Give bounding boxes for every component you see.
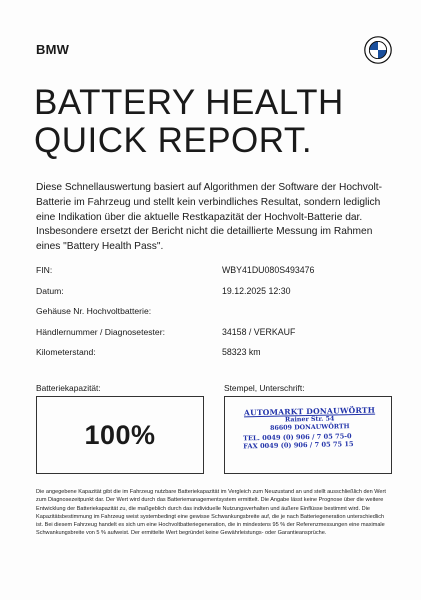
battery-capacity-value: 100% [84, 419, 156, 450]
date-value: 19.12.2025 12:30 [222, 285, 291, 296]
mileage-label: Kilometerstand: [36, 347, 96, 357]
battery-capacity-label: Batteriekapazität: [36, 383, 101, 393]
intro-paragraph: Diese Schnellauswertung basiert auf Algorithmen der Software der Hochvolt-Batterie im Fahrzeug und stellt kein verbindliches Resultat, sondern lediglich eine Indikation über die aktuelle Restkapazität der Hochvolt-Batterie dar. Insbesondere ersetzt der Bericht nicht die detaillierte Messung im Rahmen eines "Battery Health Pass". [36, 182, 382, 253]
report-title-line1: BATTERY HEALTH [34, 83, 344, 122]
fin-label: FIN: [36, 265, 53, 275]
battery-capacity-box [36, 396, 204, 474]
fin-value: WBY41DU080S493476 [222, 265, 315, 275]
disclaimer-footnote: Die angegebene Kapazität gibt die im Fahrzeug nutzbare Batteriekapazität im Vergleich zum Neuzustand an und stellt ausschließlich den Wert zum Diagnosezeitpunkt dar. Der Wert wird durch das Batteriemanagementsystem ermittelt. Die Angabe lässt keine Prognose über die weitere Entwicklung der Batteriekapazität zu, die maßgeblich durch das individuelle Nutzungsverhalten und äußere Einflüsse bestimmt wird. Die Kapazitätsbestimmung im Fahrzeug weist systembedingt eine gewisse Schwankungsbreite auf, die je nach Batteriegeneration unterschiedlich ist. Bei diesem Fahrzeug handelt es sich um eine Hochvoltbatteriegeneration, die in mindestens 95 % der Referenzmessungen eine maximale Schwankungsbreite von 5 % aufweist. Der ermittelte Wert begründet keine Gewährleistungs- oder Garantieansprüche. [36, 489, 386, 537]
dealer-stamp [238, 406, 381, 465]
stamp-line-fax: FAX 0049 (0) 906 / 7 05 75 15 [243, 440, 354, 451]
report-title [34, 84, 394, 160]
stamp-box [224, 396, 392, 474]
dealer-value: 34158 / VERKAUF [222, 326, 296, 337]
report-title-line2: QUICK REPORT. [34, 121, 313, 160]
vehicle-info-table [36, 265, 391, 368]
stamp-line-city: 86609 DONAUWÖRTH [270, 423, 350, 433]
field-row-mileage [36, 347, 391, 368]
dealer-label: Händlernummer / Diagnosetester: [36, 326, 165, 337]
battery-housing-label: Gehäuse Nr. Hochvoltbatterie: [36, 306, 152, 316]
field-row-dealer [36, 327, 391, 348]
stamp-line-street: Rainer Str. 54 [284, 415, 335, 424]
mileage-value: 58323 km [222, 347, 261, 357]
field-row-battery-housing [36, 306, 391, 327]
stamp-signature-label: Stempel, Unterschrift: [224, 383, 305, 393]
stamp-line-phone: TEL. 0049 (0) 906 / 7 05 75-0 [242, 431, 352, 443]
field-row-date [36, 286, 391, 307]
stamp-line-name: AUTOMARKT DONAUWÖRTH [243, 405, 376, 418]
date-label: Datum: [36, 285, 64, 296]
bmw-roundel-logo [364, 36, 392, 64]
brand-wordmark: BMW [36, 42, 70, 57]
field-row-fin [36, 265, 391, 286]
